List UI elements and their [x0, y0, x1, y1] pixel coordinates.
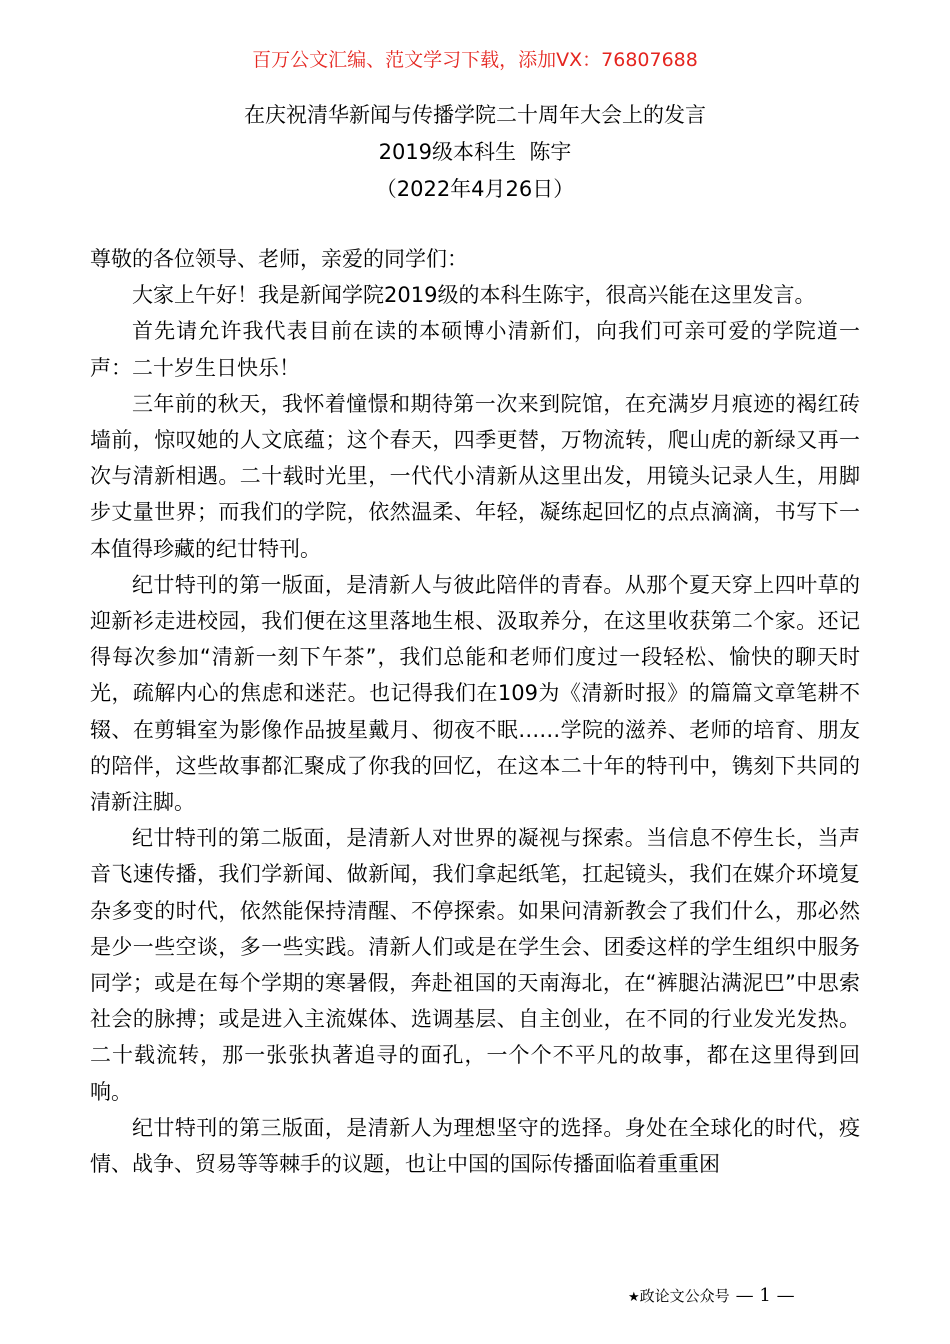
speech-date: （2022年4月26日） — [375, 177, 575, 201]
paragraph: 纪廿特刊的第三版面，是清新人为理想坚守的选择。身处在全球化的时代，疫情、战争、贸易等等棘手的议题，也让中国的国际传播面临着重重困 — [90, 1115, 860, 1177]
speech-title: 在庆祝清华新闻与传播学院二十周年大会上的发言 — [244, 103, 706, 127]
paragraph: 首先请允许我代表目前在读的本硕博小清新们，向我们可亲可爱的学院道一声：二十岁生日快乐！ — [90, 319, 860, 380]
paragraph: 三年前的秋天，我怀着憧憬和期待第一次来到院馆，在充满岁月痕迹的褐红砖墙前，惊叹她的人文底蕴；这个春天，四季更替，万物流转，爬山虎的新绿又再一次与清新相遇。二十载时光里，一代代小清新从这里出发，用镜头记录人生，用脚步丈量世界；而我们的学院，依然温柔、年轻，凝练起回忆的点点滴滴，书写下一本值得珍藏的纪廿特刊。 — [90, 391, 860, 561]
speaker-line: 2019级本科生 陈宇 — [378, 140, 572, 164]
speech-heading — [0, 97, 950, 208]
star-icon: ★ — [628, 1290, 640, 1305]
speech-body — [90, 241, 860, 1182]
page-number: — 1 — — [735, 1285, 795, 1306]
paragraph: 纪廿特刊的第一版面，是清新人与彼此陪伴的青春。从那个夏天穿上四叶草的迎新衫走进校园，我们便在这里落地生根、汲取养分，在这里收获第二个家。还记得每次参加“清新一刻下午茶”，我们总能和老师们度过一段轻松、愉快的聊天时光，疏解内心的焦虑和迷茫。也记得我们在109为《清新时报》的篇篇文章笔耕不辍、在剪辑室为影像作品披星戴月、彻夜不眠……学院的滋养、老师的培育、朋友的陪伴，这些故事都汇聚成了你我的回忆，在这本二十年的特刊中，镌刻下共同的清新注脚。 — [90, 572, 860, 815]
paragraph: 大家上午好！我是新闻学院2019级的本科生陈宇，很高兴能在这里发言。 — [132, 283, 816, 308]
footer-label: 政论文公众号 — [639, 1287, 730, 1305]
paragraph: 纪廿特刊的第二版面，是清新人对世界的凝视与探索。当信息不停生长，当声音飞速传播，我们学新闻、做新闻，我们拿起纸笔，扛起镜头，我们在媒介环境复杂多变的时代，依然能保持清醒、不停探索。如果问清新教会了我们什么，那必然是少一些空谈，多一些实践。清新人们或是在学生会、团委这样的学生组织中服务同学；或是在每个学期的寒暑假，奔赴祖国的天南海北，在“裤腿沾满泥巴”中思索社会的脉搏；或是进入主流媒体、选调基层、自主创业，在不同的行业发光发热。二十载流转，那一张张执著追寻的面孔，一个个不平凡的故事，都在这里得到回响。 — [90, 826, 860, 1104]
page-footer — [628, 1284, 795, 1310]
header-banner: 百万公文汇编、范文学习下载，添加VX：76807688 — [252, 49, 698, 71]
salutation: 尊敬的各位领导、老师，亲爱的同学们： — [90, 247, 468, 271]
